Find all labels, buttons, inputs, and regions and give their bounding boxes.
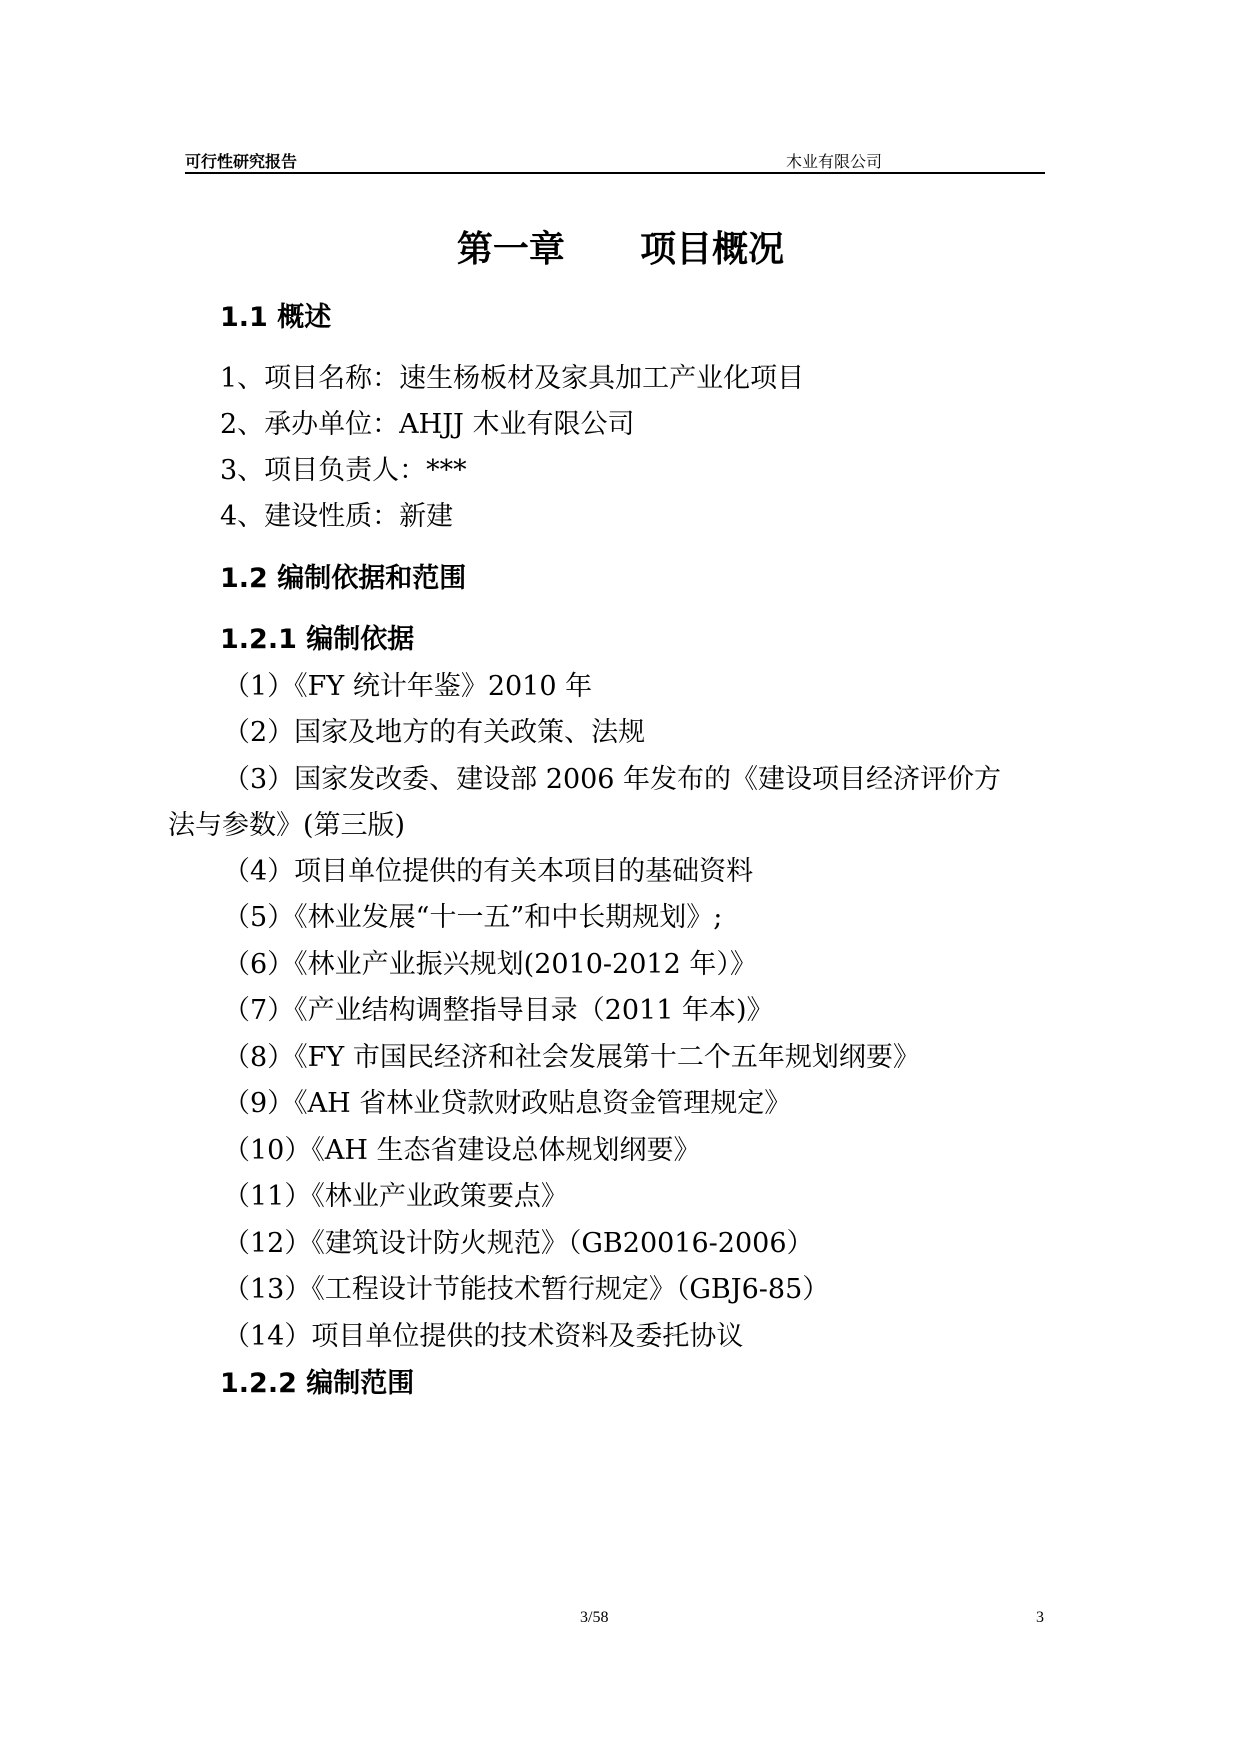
basis-item: （11）《林业产业政策要点》 — [223, 1181, 568, 1212]
header-company-name: 木业有限公司 — [786, 152, 883, 171]
page-header — [185, 152, 1045, 174]
basis-item: （8）《FY 市国民经济和社会发展第十二个五年规划纲要》 — [223, 1042, 920, 1073]
basis-item: （9）《AH 省林业贷款财政贴息资金管理规定》 — [223, 1088, 792, 1119]
overview-item: 1、项目名称：速生杨板材及家具加工产业化项目 — [220, 363, 805, 394]
overview-item: 4、建设性质：新建 — [220, 501, 454, 532]
basis-item: （10）《AH 生态省建设总体规划纲要》 — [223, 1135, 701, 1166]
basis-item: （4）项目单位提供的有关本项目的基础资料 — [223, 856, 754, 887]
basis-item: （5）《林业发展“十一五”和中长期规划》; — [223, 902, 723, 933]
basis-item: （2）国家及地方的有关政策、法规 — [223, 717, 646, 748]
chapter-title: 第一章 项目概况 — [456, 229, 785, 270]
overview-item: 2、承办单位：AHJJ 木业有限公司 — [220, 409, 635, 440]
footer-page-number: 3 — [1036, 1609, 1044, 1626]
section-heading-1-1: 1.1 概述 — [220, 302, 332, 333]
basis-item: （14）项目单位提供的技术资料及委托协议 — [223, 1321, 744, 1352]
overview-item: 3、项目负责人：*** — [220, 455, 467, 486]
basis-item: （1）《FY 统计年鉴》2010 年 — [223, 671, 593, 702]
basis-item-continuation: 法与参数》(第三版) — [168, 810, 406, 841]
basis-item: （7）《产业结构调整指导目录（2011 年本)》 — [223, 995, 774, 1026]
basis-item: （12）《建筑设计防火规范》（GB20016-2006） — [223, 1228, 814, 1259]
basis-item: （13）《工程设计节能技术暂行规定》（GBJ6-85） — [223, 1274, 830, 1305]
section-heading-1-2: 1.2 编制依据和范围 — [220, 563, 467, 594]
basis-item: （6）《林业产业振兴规划(2010-2012 年）》 — [223, 949, 757, 980]
header-report-title: 可行性研究报告 — [185, 152, 298, 171]
footer-page-of-total: 3/58 — [580, 1609, 609, 1626]
subsection-heading-1-2-2: 1.2.2 编制范围 — [220, 1368, 415, 1399]
basis-item: （3）国家发改委、建设部 2006 年发布的《建设项目经济评价方 — [223, 764, 1002, 795]
subsection-heading-1-2-1: 1.2.1 编制依据 — [220, 624, 415, 655]
